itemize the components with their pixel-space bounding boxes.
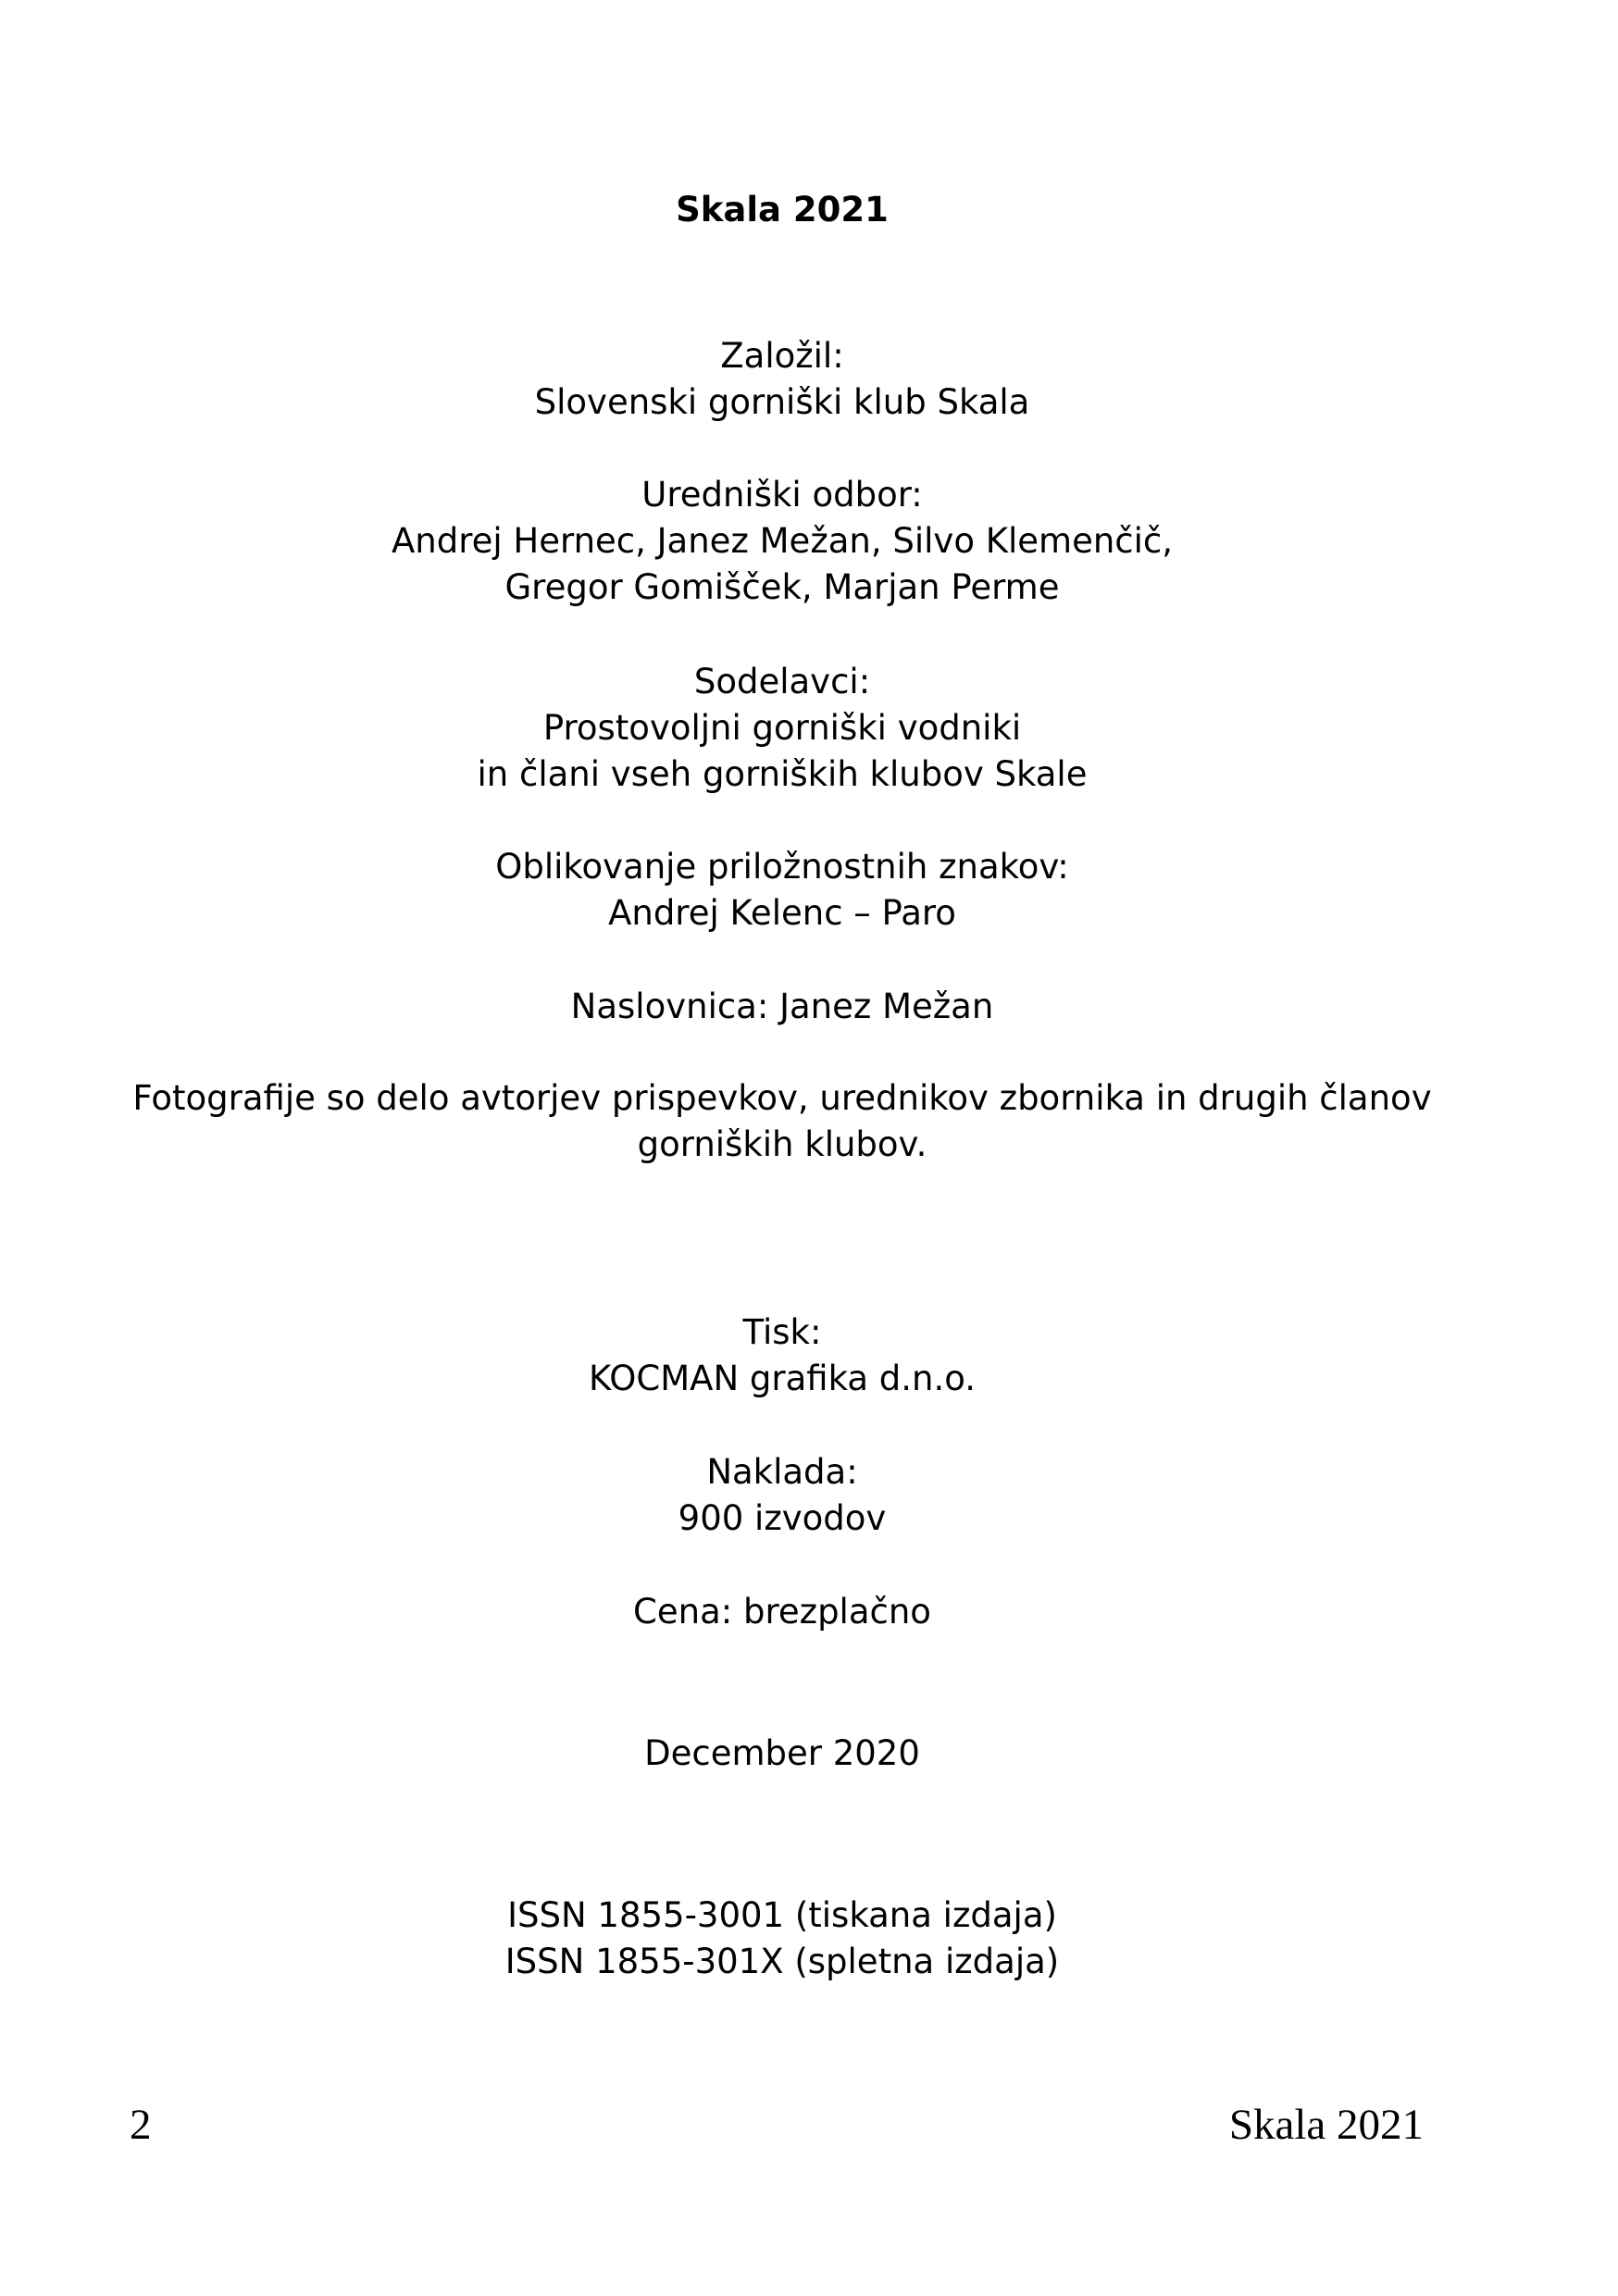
editorial-board-block (93, 472, 1472, 611)
photos-block (93, 1075, 1472, 1168)
cover-credit: Naslovnica: Janez Mežan (570, 987, 994, 1026)
badge-design-value: Andrej Kelenc – Paro (608, 893, 956, 933)
contributors-line: in člani vseh gorniških klubov Skale (477, 754, 1088, 794)
circulation-value: 900 izvodov (678, 1498, 887, 1538)
price-block (93, 1589, 1472, 1635)
print-label: Tisk: (742, 1312, 822, 1352)
photos-line: gorniških klubov. (637, 1124, 927, 1164)
editorial-board-line: Gregor Gomišček, Marjan Perme (504, 567, 1060, 607)
publisher-value: Slovenski gorniški klub Skala (534, 382, 1030, 422)
issn-print: ISSN 1855-3001 (tiskana izdaja) (507, 1895, 1057, 1935)
badge-design-label: Oblikovanje priložnostnih znakov: (495, 847, 1069, 887)
circulation-block (93, 1449, 1472, 1542)
contributors-line: Prostovoljni gorniški vodniki (542, 708, 1022, 748)
circulation-label: Naklada: (706, 1452, 858, 1492)
issn-online: ISSN 1855-301X (spletna izdaja) (504, 1942, 1060, 1981)
running-title: Skala 2021 (1228, 2101, 1424, 2149)
badge-design-block (93, 844, 1472, 937)
cover-block (93, 984, 1472, 1030)
print-value: KOCMAN grafika d.n.o. (589, 1359, 976, 1398)
publication-date: December 2020 (644, 1733, 920, 1773)
editorial-board-line: Andrej Hernec, Janez Mežan, Silvo Klemenčič, (391, 521, 1174, 561)
issn-block (93, 1893, 1472, 1985)
page-title: Skala 2021 (676, 190, 889, 230)
date-block (93, 1731, 1472, 1777)
contributors-block (93, 659, 1472, 798)
print-block (93, 1309, 1472, 1402)
publisher-block (93, 333, 1472, 426)
price-text: Cena: brezplačno (633, 1592, 931, 1632)
photos-line: Fotografije so delo avtorjev prispevkov, urednikov zbornika in drugih članov (132, 1078, 1432, 1118)
contributors-label: Sodelavci: (693, 662, 871, 701)
publisher-label: Založil: (720, 336, 844, 376)
page-number: 2 (130, 2101, 152, 2149)
editorial-board-label: Uredniški odbor: (641, 475, 923, 515)
